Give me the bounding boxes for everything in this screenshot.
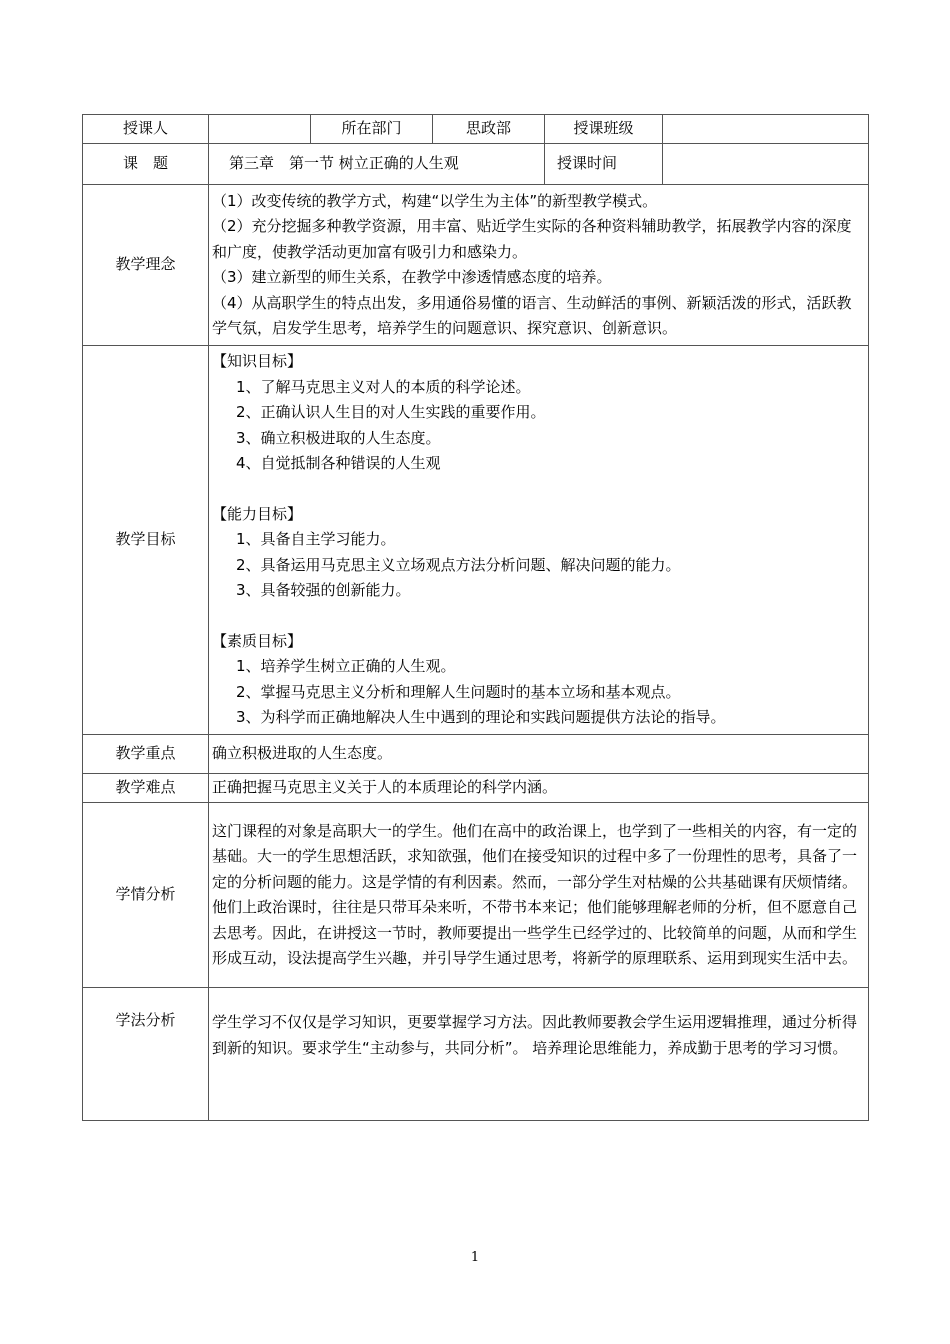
concept-line: （2）充分挖掘多种教学资源，用丰富、贴近学生实际的各种资料辅助教学，拓展教学内容的深度和广度，使教学活动更加富有吸引力和感染力。 [212,217,852,261]
header-row [83,115,869,144]
page-number: 1 [470,1250,480,1265]
objectives-row [83,346,869,735]
objective-item: 2、掌握马克思主义分析和理解人生问题时的基本立场和基本观点。 [236,682,681,701]
teacher-label: 授课人 [83,115,209,144]
lesson-plan-table [82,114,869,1121]
key-point-value: 确立积极进取的人生态度。 [209,735,869,774]
objective-item: 3、具备较强的创新能力。 [236,581,411,600]
quality-objectives-heading: 【素质目标】 [212,631,303,650]
objective-item: 3、确立积极进取的人生态度。 [236,428,441,447]
objective-item: 1、培养学生树立正确的人生观。 [236,657,456,676]
class-value [663,115,869,144]
objective-item: 2、正确认识人生目的对人生实践的重要作用。 [236,403,546,422]
class-label: 授课班级 [545,115,663,144]
ability-objectives-heading: 【能力目标】 [212,504,303,523]
concept-line: （1）改变传统的教学方式，构建“以学生为主体”的新型教学模式。 [212,191,658,210]
situation-label: 学情分析 [83,803,209,988]
concept-label: 教学理念 [83,185,209,346]
teacher-value [209,115,311,144]
teaching-time-label: 授课时间 [545,144,663,185]
topic-label: 课 题 [83,144,209,185]
topic-row [83,144,869,185]
department-value: 思政部 [433,115,545,144]
concept-line: （4）从高职学生的特点出发，多用通俗易懂的语言、生动鲜活的事例、新颖活泼的形式，活跃教学气氛，启发学生思考，培养学生的问题意识、探究意识、创新意识。 [212,293,852,337]
situation-value: 这门课程的对象是高职大一的学生。他们在高中的政治课上，也学到了一些相关的内容，有一定的基础。大一的学生思想活跃，求知欲强，他们在接受知识的过程中多了一份理性的思考，具备了一定的分析问题的能力。这是学情的有利因素。然而，一部分学生对枯燥的公共基础课有厌烦情绪。他们上政治课时，往往是只带耳朵来听，不带书本来记；他们能够理解老师的分析，但不愿意自己去思考。因此，在讲授这一节时，教师要提出一些学生已经学过的、比较简单的问题，从而和学生形成互动，设法提高学生兴趣，并引导学生通过思考，将新学的原理联系、运用到现实生活中去。 [209,803,869,988]
concept-content [209,185,869,346]
objective-item: 1、具备自主学习能力。 [236,530,396,549]
key-point-label: 教学重点 [83,735,209,774]
objective-item: 1、了解马克思主义对人的本质的科学论述。 [236,377,531,396]
teaching-time-value [663,144,869,185]
difficulty-value: 正确把握马克思主义关于人的本质理论的科学内涵。 [209,774,869,803]
objectives-content [209,346,869,735]
difficulty-label: 教学难点 [83,774,209,803]
spacer [212,477,866,502]
concept-line: （3）建立新型的师生关系，在教学中渗透情感态度的培养。 [212,268,612,286]
objective-item: 3、为科学而正确地解决人生中遇到的理论和实践问题提供方法论的指导。 [236,708,726,727]
objectives-label: 教学目标 [83,346,209,735]
key-point-row [83,735,869,774]
spacer [212,604,866,629]
department-label: 所在部门 [311,115,433,144]
difficulty-row [83,774,869,803]
method-row [83,988,869,1121]
method-label: 学法分析 [83,988,209,1121]
objective-item: 2、具备运用马克思主义立场观点方法分析问题、解决问题的能力。 [236,555,681,574]
topic-value: 第三章 第一节 树立正确的人生观 [209,144,545,185]
situation-row [83,803,869,988]
objective-item: 4、自觉抵制各种错误的人生观 [236,454,441,473]
concept-row [83,185,869,346]
method-value: 学生学习不仅仅是学习知识，更要掌握学习方法。因此教师要教会学生运用逻辑推理，通过分析得到新的知识。要求学生“主动参与，共同分析”。 培养理论思维能力，养成勤于思考的学习习惯。 [209,988,869,1121]
knowledge-objectives-heading: 【知识目标】 [212,352,303,371]
